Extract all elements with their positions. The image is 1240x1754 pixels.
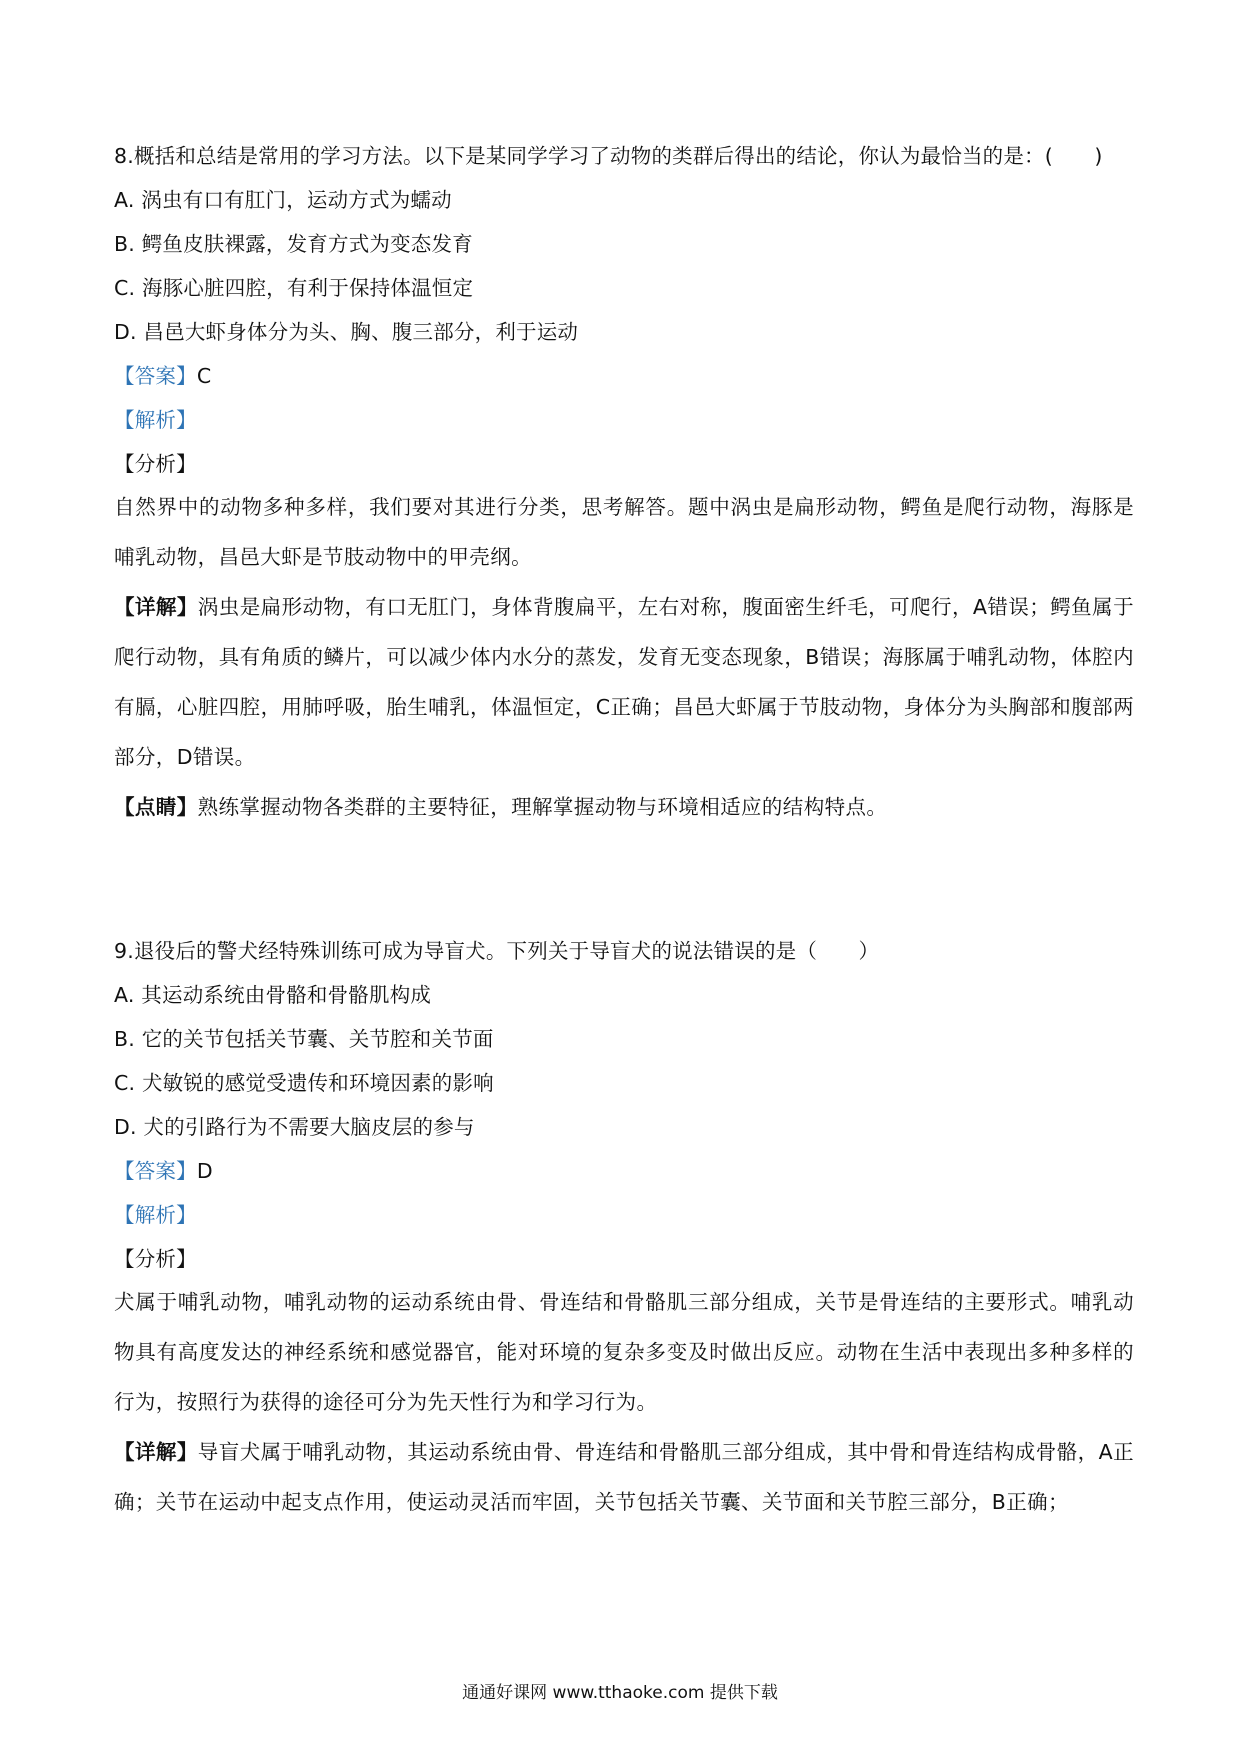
jiexi-label: 【解析】 [114, 408, 197, 432]
option-d: D. 犬的引路行为不需要大脑皮层的参与 [114, 1115, 475, 1139]
answer-label: 【答案】 [114, 364, 197, 388]
option-c: C. 海豚心脏四腔，有利于保持体温恒定 [114, 276, 474, 300]
question-stem: 9.退役后的警犬经特殊训练可成为导盲犬。下列关于导盲犬的说法错误的是（ ） [114, 939, 880, 963]
xiangjie-paragraph [114, 1427, 1134, 1527]
fenxi-label: 【分析】 [114, 452, 197, 476]
answer-row [114, 362, 1134, 390]
jiexi-label: 【解析】 [114, 1203, 197, 1227]
option-d: D. 昌邑大虾身体分为头、胸、腹三部分，利于运动 [114, 320, 579, 344]
dianjing-label: 【点睛】 [114, 795, 198, 819]
dianjing-text: 熟练掌握动物各类群的主要特征，理解掌握动物与环境相适应的结构特点。 [197, 795, 888, 819]
option-b: B. 鳄鱼皮肤裸露，发育方式为变态发育 [114, 232, 473, 256]
xiangjie-text: 导盲犬属于哺乳动物，其运动系统由骨、骨连结和骨骼肌三部分组成，其中骨和骨连结构成骨骼，A正确；关节在运动中起支点作用，使运动灵活而牢固，关节包括关节囊、关节面和关节腔三部分，B正确； [114, 1440, 1134, 1514]
fenxi-text: 自然界中的动物多种多样，我们要对其进行分类，思考解答。题中涡虫是扁形动物，鳄鱼是爬行动物，海豚是哺乳动物，昌邑大虾是节肢动物中的甲壳纲。 [114, 495, 1134, 569]
xiangjie-label: 【详解】 [114, 595, 198, 619]
option-c: C. 犬敏锐的感觉受遗传和环境因素的影响 [114, 1071, 494, 1095]
footer-watermark: 通通好课网 www.tthaoke.com 提供下载 [462, 1683, 778, 1703]
xiangjie-paragraph [114, 582, 1134, 782]
question-8 [114, 142, 1134, 832]
answer-value: C [196, 364, 212, 388]
fenxi-label: 【分析】 [114, 1247, 197, 1271]
xiangjie-text: 涡虫是扁形动物，有口无肛门，身体背腹扁平，左右对称，腹面密生纤毛，可爬行，A错误；鳄鱼属于爬行动物，具有角质的鳞片，可以减少体内水分的蒸发，发育无变态现象，B错误；海豚属于哺乳动物，体腔内有膈，心脏四腔，用肺呼吸，胎生哺乳，体温恒定，C正确；昌邑大虾属于节肢动物，身体分为头胸部和腹部两部分，D错误。 [114, 595, 1134, 769]
xiangjie-label: 【详解】 [114, 1440, 198, 1464]
fenxi-text: 犬属于哺乳动物，哺乳动物的运动系统由骨、骨连结和骨骼肌三部分组成，关节是骨连结的主要形式。哺乳动物具有高度发达的神经系统和感觉器官，能对环境的复杂多变及时做出反应。动物在生活中表现出多种多样的行为，按照行为获得的途径可分为先天性行为和学习行为。 [114, 1290, 1134, 1414]
question-9 [114, 937, 1134, 1527]
answer-value: D [196, 1159, 213, 1183]
answer-row [114, 1157, 1134, 1185]
option-a: A. 涡虫有口有肛门，运动方式为蠕动 [114, 188, 452, 212]
question-stem: 8.概括和总结是常用的学习方法。以下是某同学学习了动物的类群后得出的结论，你认为最恰当的是：( ) [114, 144, 1103, 168]
answer-label: 【答案】 [114, 1159, 197, 1183]
option-a: A. 其运动系统由骨骼和骨骼肌构成 [114, 983, 432, 1007]
dianjing-paragraph [114, 782, 1134, 832]
option-b: B. 它的关节包括关节囊、关节腔和关节面 [114, 1027, 494, 1051]
